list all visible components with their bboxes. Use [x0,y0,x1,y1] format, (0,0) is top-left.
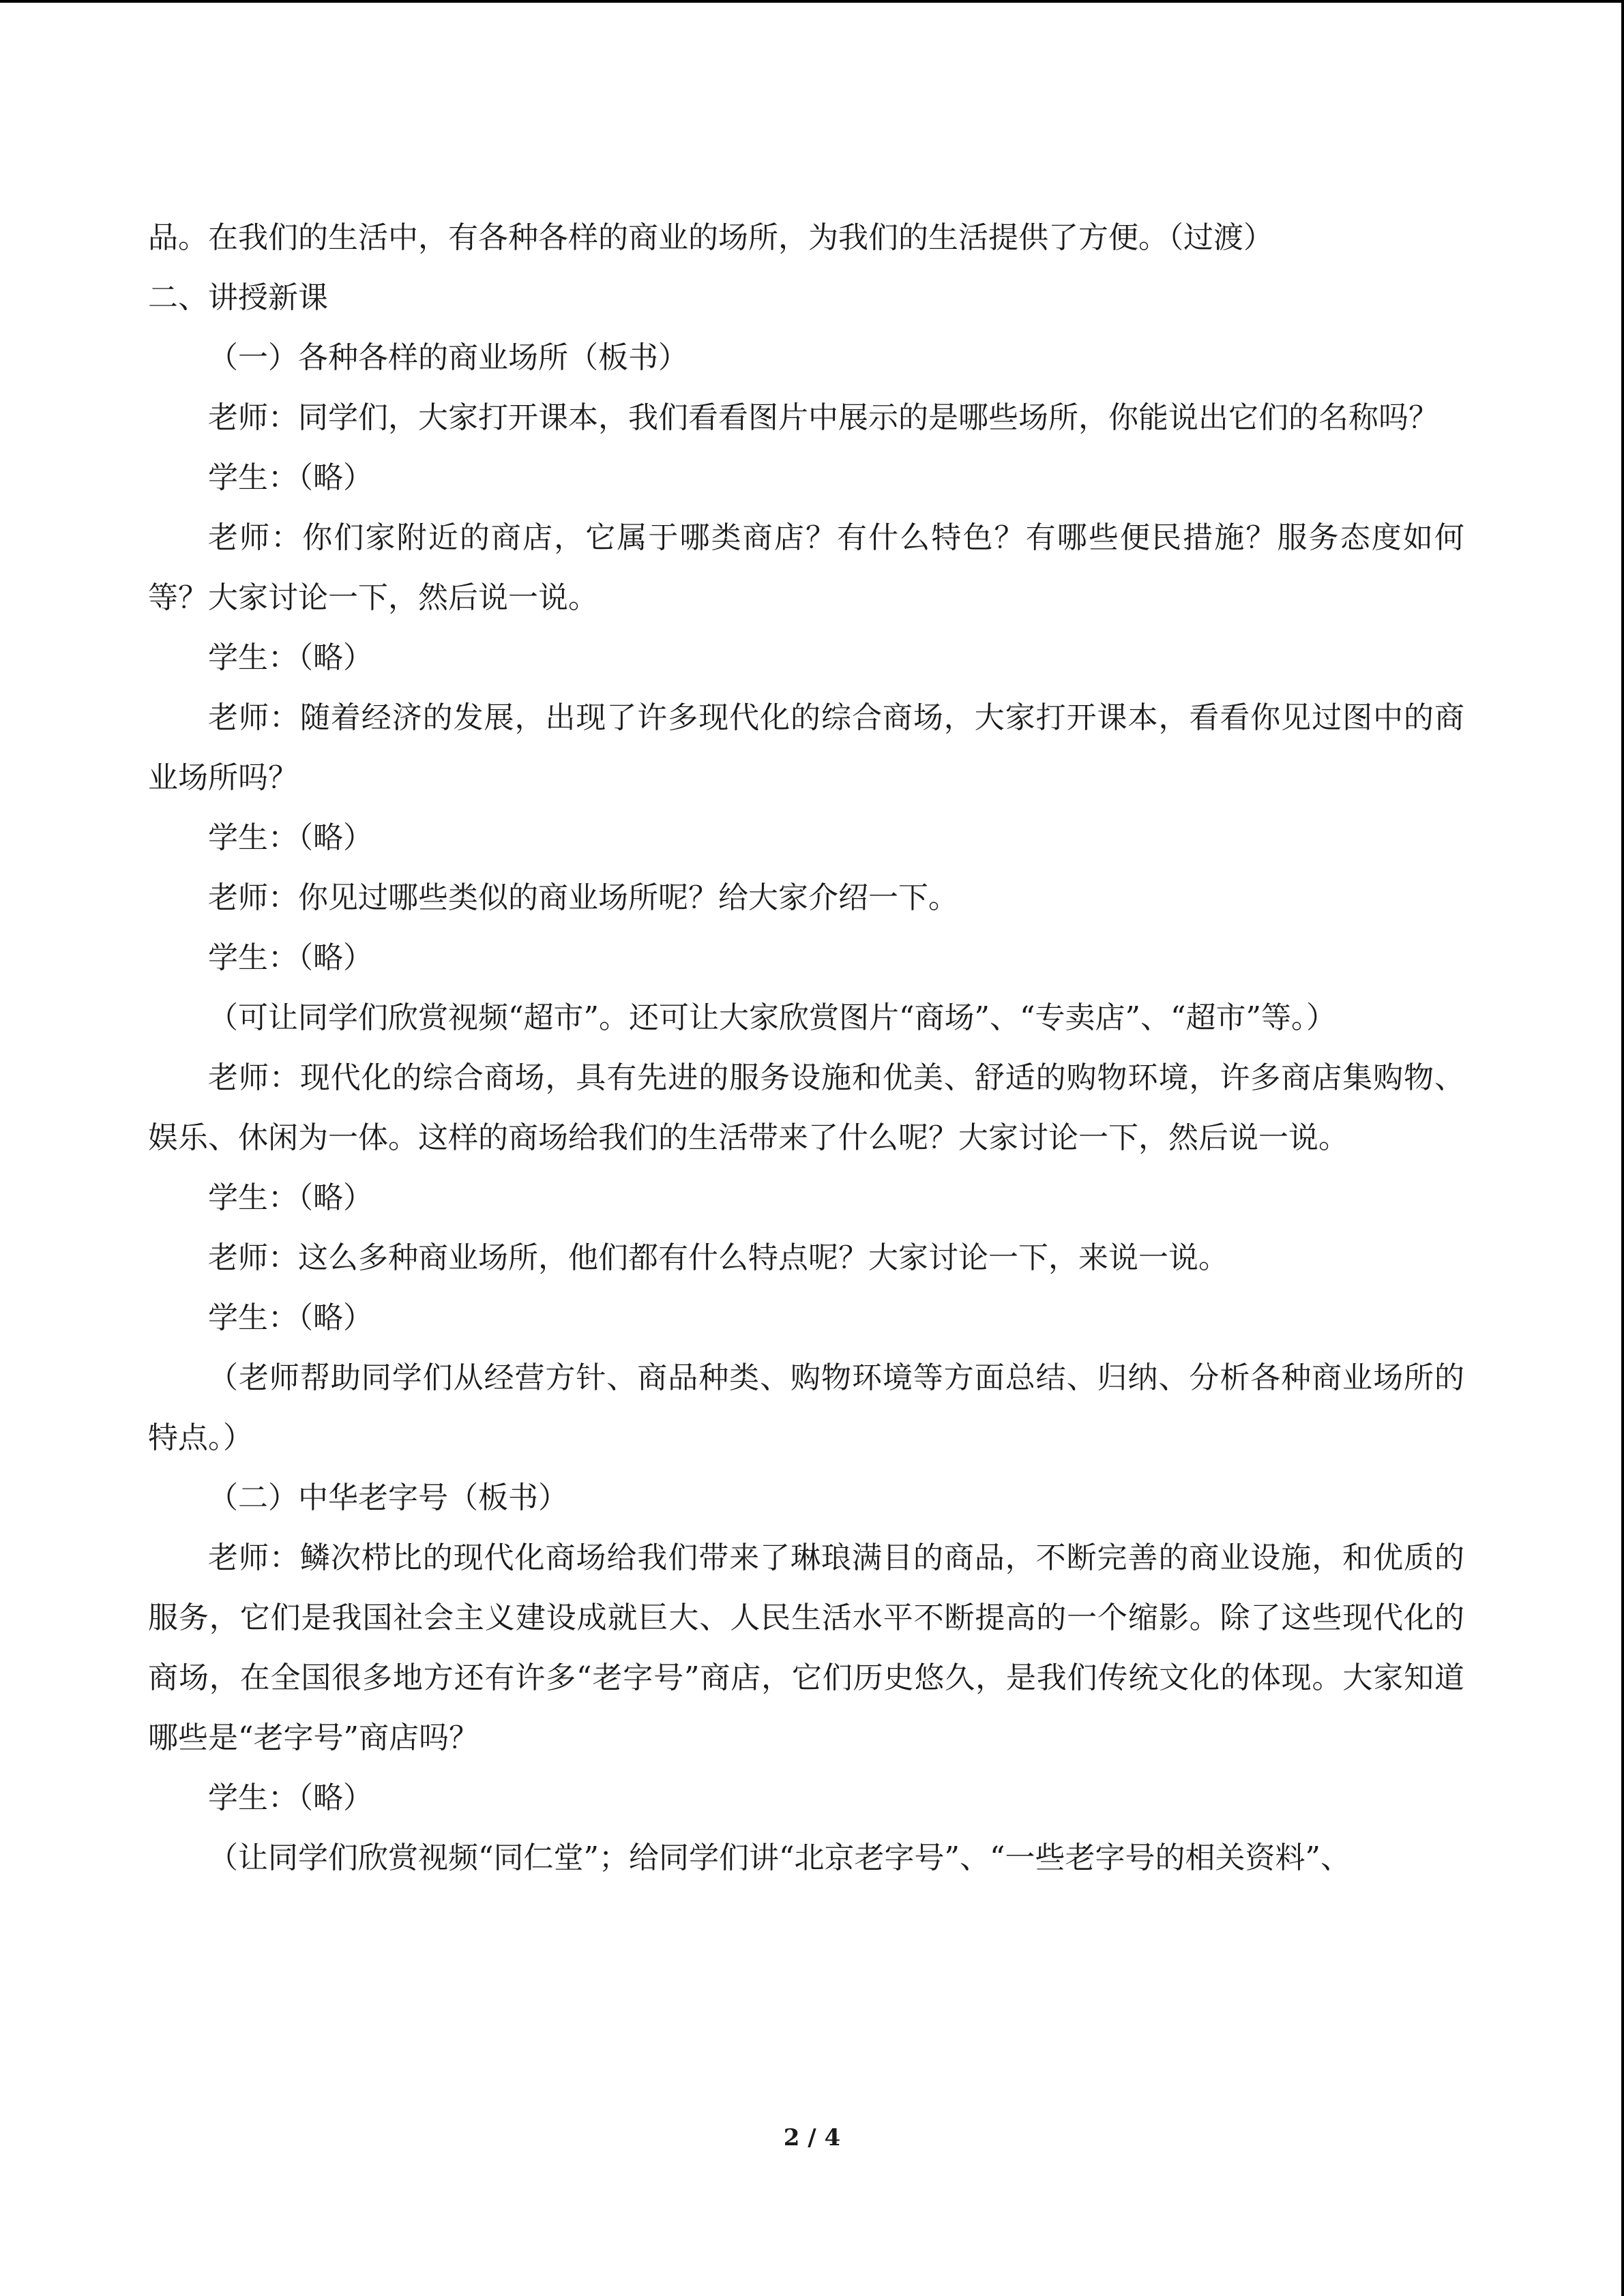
paragraph: 学生：（略） [208,460,373,495]
page-top-border [0,0,1624,3]
paragraph: 老师：同学们，大家打开课本，我们看看图片中展示的是哪些场所，你能说出它们的名称吗？ [208,400,1438,435]
subsection-heading: （二）中华老字号（板书） [208,1480,568,1515]
paragraph: 老师：这么多种商业场所，他们都有什么特点呢？大家讨论一下，来说一说。 [208,1240,1228,1275]
paragraph: 学生：（略） [208,940,373,975]
paragraph: 老师：随着经济的发展，出现了许多现代化的综合商场，大家打开课本，看看你见过图中的商业场所吗？ [148,700,1464,795]
subsection-heading: （一）各种各样的商业场所（板书） [208,340,688,375]
paragraph: 老师：你见过哪些类似的商业场所呢？给大家介绍一下。 [208,880,958,915]
paragraph: 老师：现代化的综合商场，具有先进的服务设施和优美、舒适的购物环境，许多商店集购物、娱乐、休闲为一体。这样的商场给我们的生活带来了什么呢？大家讨论一下，然后说一说。 [148,1060,1464,1155]
section-heading: 二、讲授新课 [148,280,328,315]
paragraph: （让同学们欣赏视频“同仁堂”；给同学们讲“北京老字号”、“一些老字号的相关资料”、 [208,1840,1350,1875]
paragraph: 品。在我们的生活中，有各种各样的商业的场所，为我们的生活提供了方便。（过渡） [148,220,1273,255]
paragraph: 学生：（略） [208,820,373,855]
document-body [148,208,1464,1888]
paragraph: 老师：你们家附近的商店，它属于哪类商店？有什么特色？有哪些便民措施？服务态度如何等？大家讨论一下，然后说一说。 [148,520,1464,615]
paragraph: 学生：（略） [208,1780,373,1815]
page-right-border [1621,0,1624,2296]
paragraph: 学生：（略） [208,640,373,675]
paragraph: （老师帮助同学们从经营方针、商品种类、购物环境等方面总结、归纳、分析各种商业场所的特点。） [148,1360,1464,1455]
page-number: 2 / 4 [783,2124,841,2151]
paragraph: 学生：（略） [208,1300,373,1335]
paragraph: 老师：鳞次栉比的现代化商场给我们带来了琳琅满目的商品，不断完善的商业设施，和优质的服务，它们是我国社会主义建设成就巨大、人民生活水平不断提高的一个缩影。除了这些现代化的商场，在全国很多地方还有许多“老字号”商店，它们历史悠久，是我们传统文化的体现。大家知道哪些是“老字号”商店吗？ [148,1540,1465,1755]
paragraph: 学生：（略） [208,1180,373,1215]
paragraph: （可让同学们欣赏视频“超市”。还可让大家欣赏图片“商场”、“专卖店”、“超市”等。） [208,1000,1336,1035]
